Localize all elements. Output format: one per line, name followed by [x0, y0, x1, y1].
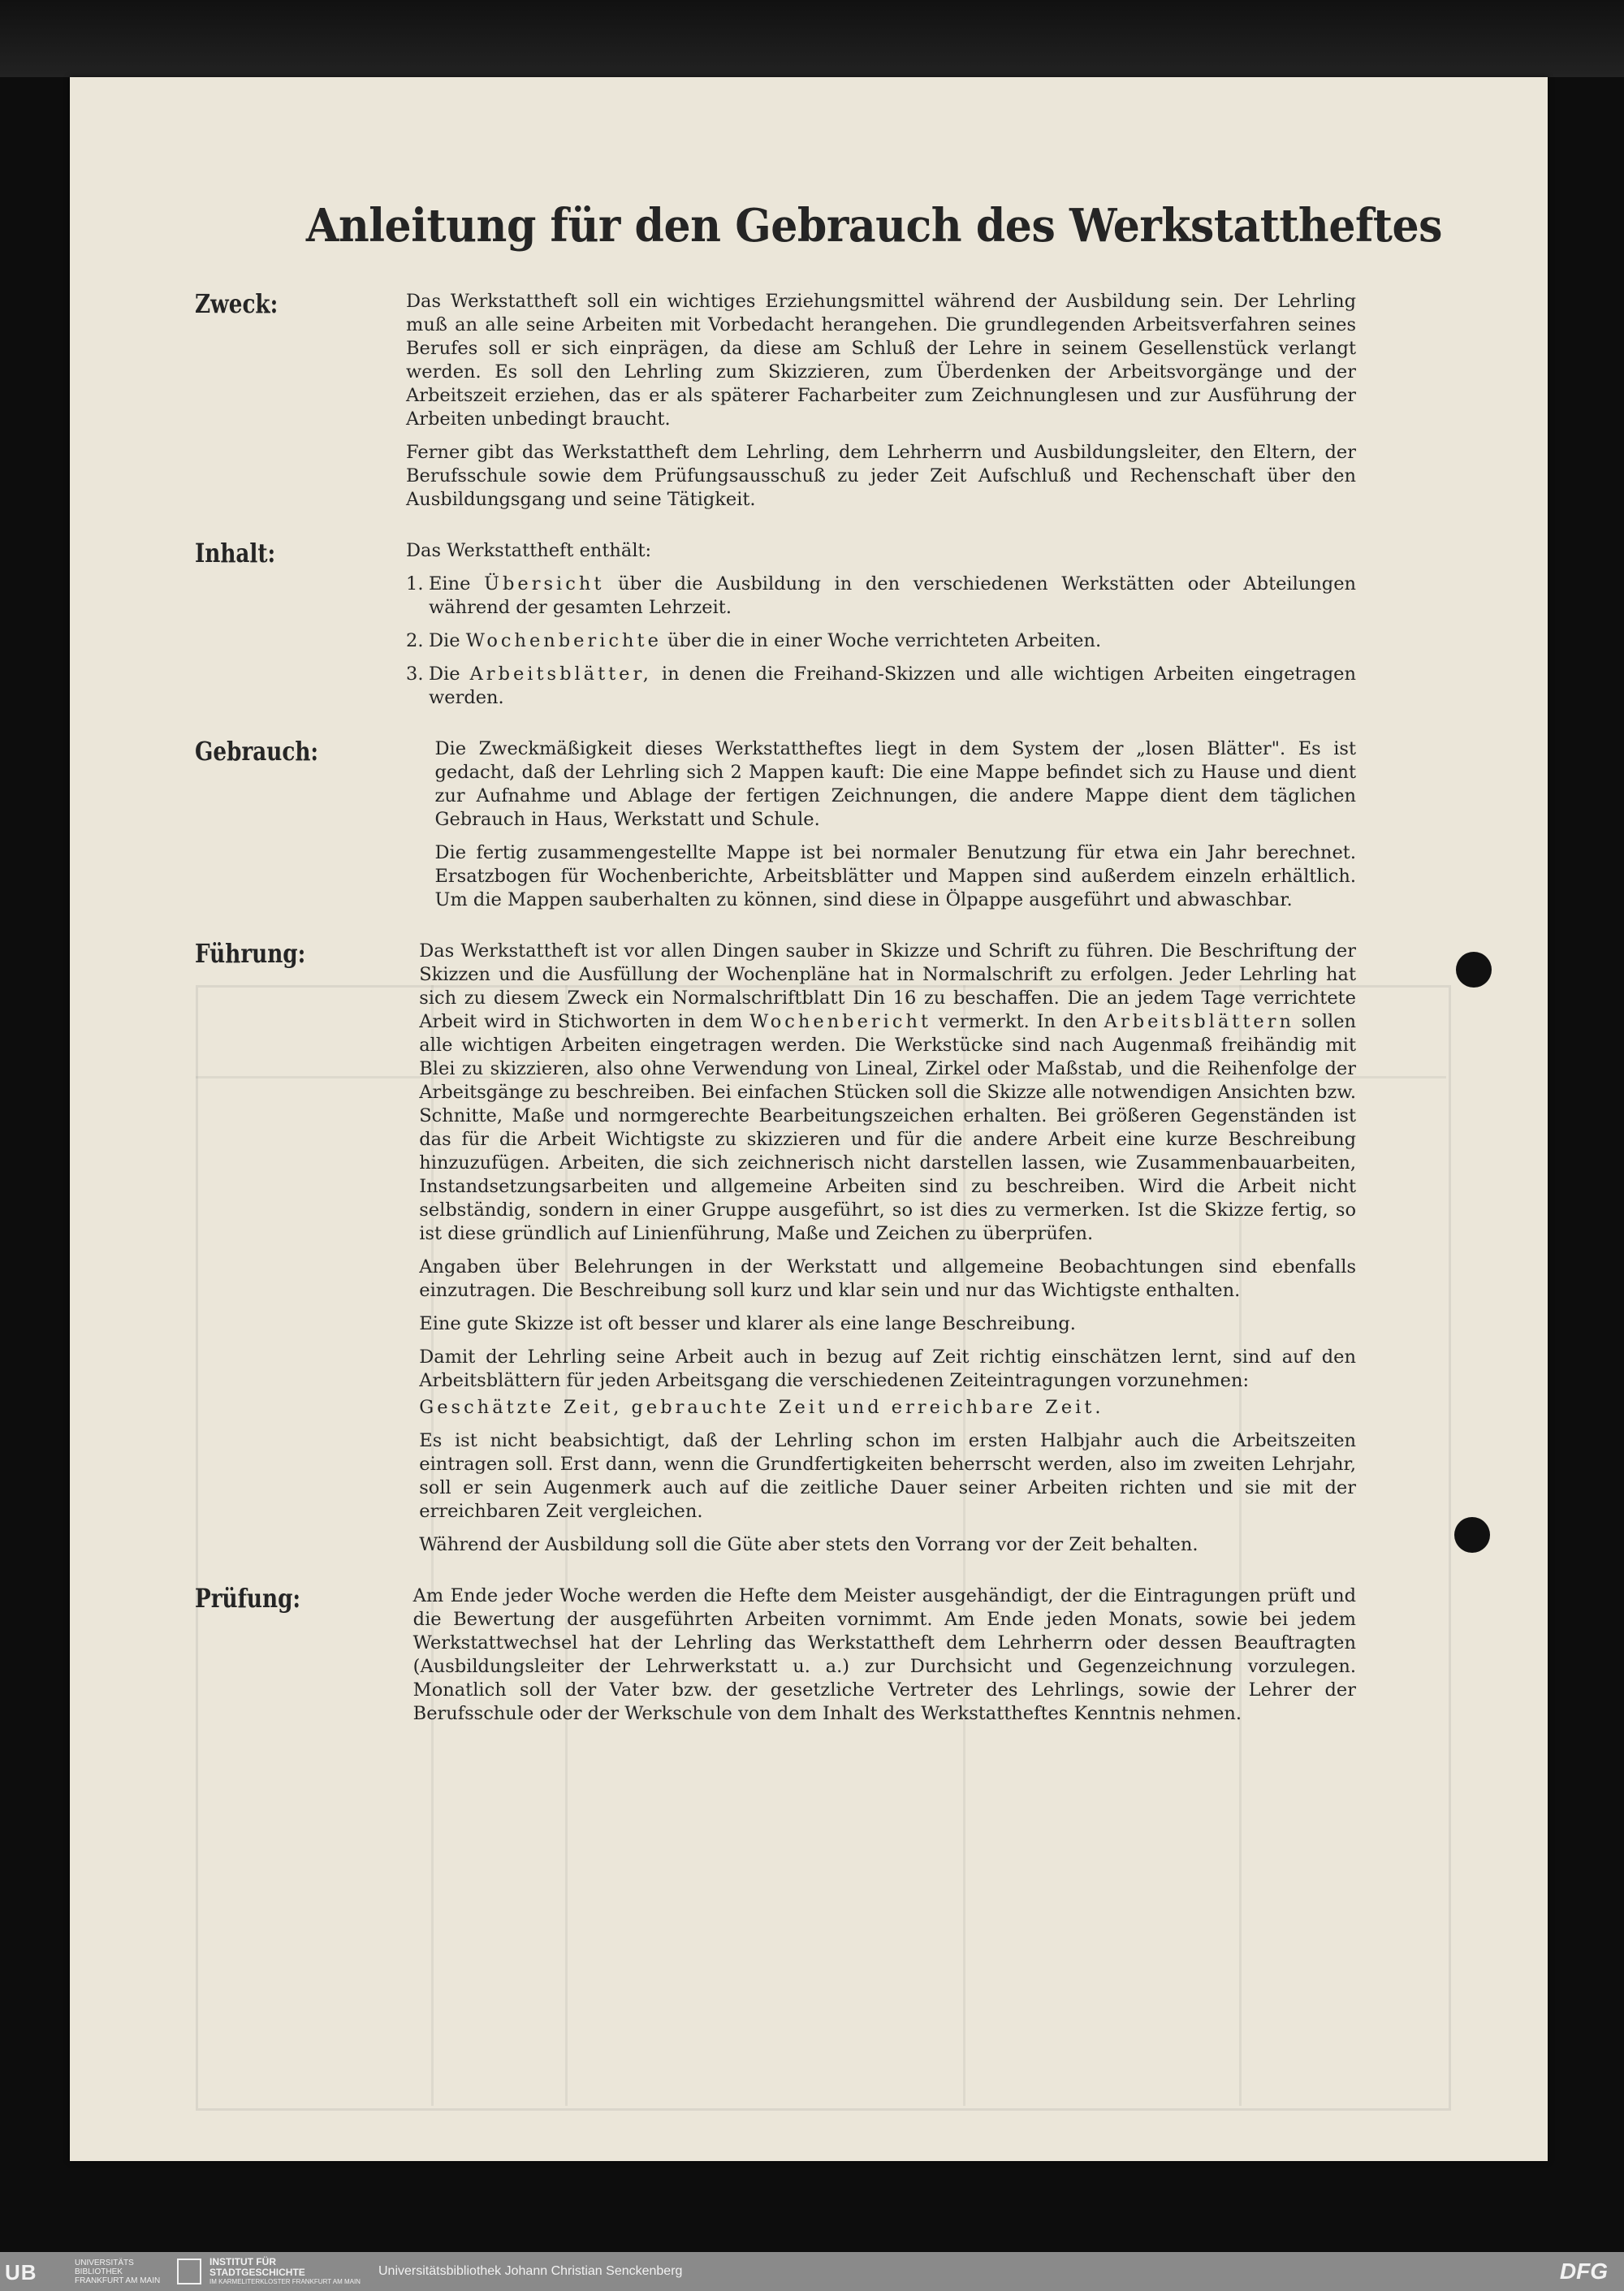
section-label: Inhalt:	[195, 538, 276, 568]
list-number: 1.	[406, 573, 424, 594]
section-label: Zweck:	[195, 288, 279, 319]
ub-logo: UB	[5, 2260, 37, 2285]
dfg-logo: DFG	[1559, 2259, 1608, 2284]
page-title: Anleitung für den Gebrauch des Werkstattheftes	[305, 199, 1443, 253]
paragraph: Ferner gibt das Werkstattheft dem Lehrling, dem Lehrherrn und Ausbildungsleiter, den Eltern, der Berufsschule sowie dem Prüfungsausschuß zu jeder Zeit Aufschluß und Rechenschaft über den Ausbildungsgang und seine Tätigkeit.	[406, 442, 1356, 510]
paragraph: Das Werkstattheft soll ein wichtiges Erziehungsmittel während der Ausbildung sein. Der Lehrling muß an alle seine Arbeiten mit Vorbedacht herangehen. Die grundlegenden Arbeitsverfahren seines Berufes soll er sich einprägen, da diese am Schluß der Lehre in seinem Gesellenstück verlangt werden. Es soll den Lehrling zum Skizzieren, zum Überdenken der Arbeitsvorgänge und der Arbeitszeit erziehen, das er als späterer Facharbeiter zum Zeichnunglesen und zur Ausführung der Arbeiten unbedingt braucht.	[406, 291, 1356, 430]
list-text: über die in einer Woche verrichteten Arbeiten.	[667, 630, 1102, 651]
list-item	[406, 663, 1356, 710]
paragraph: Angaben über Belehrungen in der Werkstatt und allgemeine Beobachtungen sind ebenfalls einzutragen. Die Beschreibung soll kurz und klar sein und nur das Wichtigste enthalten.	[419, 1256, 1356, 1301]
paragraph-keyword: Arbeitsblättern	[1104, 1011, 1294, 1032]
list-item	[406, 573, 1356, 620]
punch-hole	[1454, 1517, 1490, 1553]
section-inhalt	[195, 538, 1357, 720]
paragraph-text: Das Werkstattheft ist vor allen Dingen sauber in Skizze und Schrift zu führen. Die Beschriftung der Skizzen und die Ausfüllung der Wochenpläne hat in Normalschrift zu erfolgen. Jeder Lehrling hat sich zu diesem Zweck ein Normalschriftblatt Din 16 zu beschaffen. Die an jedem Tage verrichtete Arbeit wird in Stichworten in dem	[419, 940, 1356, 1032]
list-lead: Eine	[429, 573, 471, 594]
list-number: 3.	[406, 664, 424, 685]
instruction-text	[195, 199, 1443, 1753]
section-zweck	[195, 288, 1356, 521]
section-pruefung	[195, 1583, 1356, 1736]
list-lead: Die	[429, 630, 460, 651]
list-number: 2.	[406, 630, 424, 651]
list-text: in denen die Freihand-Skizzen und alle wichtigen Arbeiten eingetragen werden.	[429, 664, 1356, 708]
ub-logo-subtitle: UNIVERSITÄTS BIBLIOTHEK FRANKFURT AM MAIN	[75, 2259, 161, 2285]
archive-footer	[0, 2252, 1624, 2291]
punch-hole	[1456, 952, 1492, 988]
scan-background	[0, 0, 1624, 77]
section-gebrauch	[195, 736, 1356, 922]
section-fuehrung	[195, 938, 1357, 1567]
paragraph: Das Werkstattheft enthält:	[406, 540, 652, 561]
paragraph-keyword: Wochenbericht	[749, 1011, 931, 1032]
list-keyword: Wochenberichte	[465, 630, 662, 651]
list-keyword: Arbeitsblätter,	[469, 664, 652, 685]
institute-logo: INSTITUT FÜR STADTGESCHICHTE	[209, 2256, 305, 2278]
paragraph: Es ist nicht beabsichtigt, daß der Lehrling schon im ersten Halbjahr auch die Arbeitszeiten eintragen soll. Erst dann, wenn die Grundfertigkeiten beherrscht werden, also im zweiten Lehrjahr, soll er sein Augenmerk auch auf die zeitliche Dauer seiner Arbeiten richten und sie mit der erreichbaren Zeit vergleichen.	[419, 1430, 1356, 1522]
paragraph: Die fertig zusammengestellte Mappe ist bei normaler Benutzung für etwa ein Jahr berechnet. Ersatzbogen für Wochenberichte, Arbeitsblätter und Mappen sind außerdem einzeln erhältlich. Um die Mappen sauberhalten zu können, sind diese in Ölpappe ausgeführt und abwaschbar.	[434, 842, 1356, 910]
paragraph: Damit der Lehrling seine Arbeit auch in bezug auf Zeit richtig einschätzen lernt, sind auf den Arbeitsblättern für jeden Arbeitsgang die verschiedenen Zeiteintragungen vorzunehmen:	[419, 1347, 1356, 1391]
section-label: Gebrauch:	[195, 736, 319, 767]
list-item	[406, 629, 1356, 653]
library-name: Universitätsbibliothek Johann Christian Senckenberg	[378, 2264, 683, 2278]
paragraph: Die Zweckmäßigkeit dieses Werkstattheftes liegt in dem System der „losen Blätter". Es ist gedacht, daß der Lehrling sich 2 Mappen kauft: Die eine Mappe befindet sich zu Hause und dient zur Aufnahme und Ablage der fertigen Zeichnungen, die andere Mappe dient dem täglichen Gebrauch in Haus, Werkstatt und Schule.	[434, 738, 1356, 830]
section-label: Führung:	[195, 938, 306, 969]
paragraph	[419, 940, 1356, 1246]
list-text: über die Ausbildung in den verschiedenen Werkstätten oder Abteilungen während der gesamten Lehrzeit.	[429, 573, 1357, 618]
paragraph-text: vermerkt. In den	[938, 1011, 1097, 1032]
paragraph-text: sollen alle wichtigen Arbeiten eingetragen werden. Die Werkstücke sind nach Augenmaß freihändig mit Blei zu skizzieren, also ohne Verwendung von Lineal, Zirkel oder Maßstab, und die Reihenfolge der Arbeitsgänge zu beschreiben. Bei einfachen Stücken soll die Skizze alle notwendigen Ansichten bzw. Schnitte, Maße und normgerechte Bearbeitungszeichen erhalten. Bei größeren Gegenständen ist das für die Arbeit Wichtigste zu skizzieren und für die andere Arbeit eine kurze Beschreibung hinzuzufügen. Arbeiten, die sich zeichnerisch nicht darstellen lassen, wie Zusammenbauarbeiten, Instandsetzungsarbeiten und allgemeine Arbeiten sind zu beschreiben. Wird die Arbeit nicht selbständig, sondern in einer Gruppe ausgeführt, so ist dies zu vermerken. Ist die Skizze fertig, so ist diese gründlich auf Linienführung, Maße und Zeichen zu überprüfen.	[419, 1011, 1357, 1244]
list-lead: Die	[429, 664, 460, 685]
institute-logo-icon	[177, 2259, 201, 2285]
list-keyword: Übersicht	[484, 573, 605, 594]
paragraph-keyword: Geschätzte Zeit, gebrauchte Zeit und erreichbare Zeit.	[419, 1397, 1104, 1418]
paragraph: Am Ende jeder Woche werden die Hefte dem Meister ausgehändigt, der die Eintragungen prüft und die Bewertung der ausgeführten Arbeiten vornimmt. Am Ende jeden Monats, sowie bei jedem Werkstattwechsel hat der Lehrling das Werkstattheft dem Lehrherrn oder dessen Beauftragten (Ausbildungsleiter der Lehrwerkstatt u. a.) zur Durchsicht und Gegenzeichnung vorzulegen. Monatlich soll der Vater bzw. der gesetzliche Vertreter des Lehrlings, sowie der Lehrer der Berufsschule oder der Werkschule von dem Inhalt des Werkstattheftes Kenntnis nehmen.	[412, 1585, 1356, 1724]
paragraph: Während der Ausbildung soll die Güte aber stets den Vorrang vor der Zeit behalten.	[419, 1534, 1199, 1555]
section-label: Prüfung:	[195, 1583, 301, 1614]
paragraph: Eine gute Skizze ist oft besser und klarer als eine lange Beschreibung.	[419, 1313, 1076, 1334]
institute-logo-subtitle: IM KARMELITERKLOSTER FRANKFURT AM MAIN	[209, 2278, 361, 2285]
